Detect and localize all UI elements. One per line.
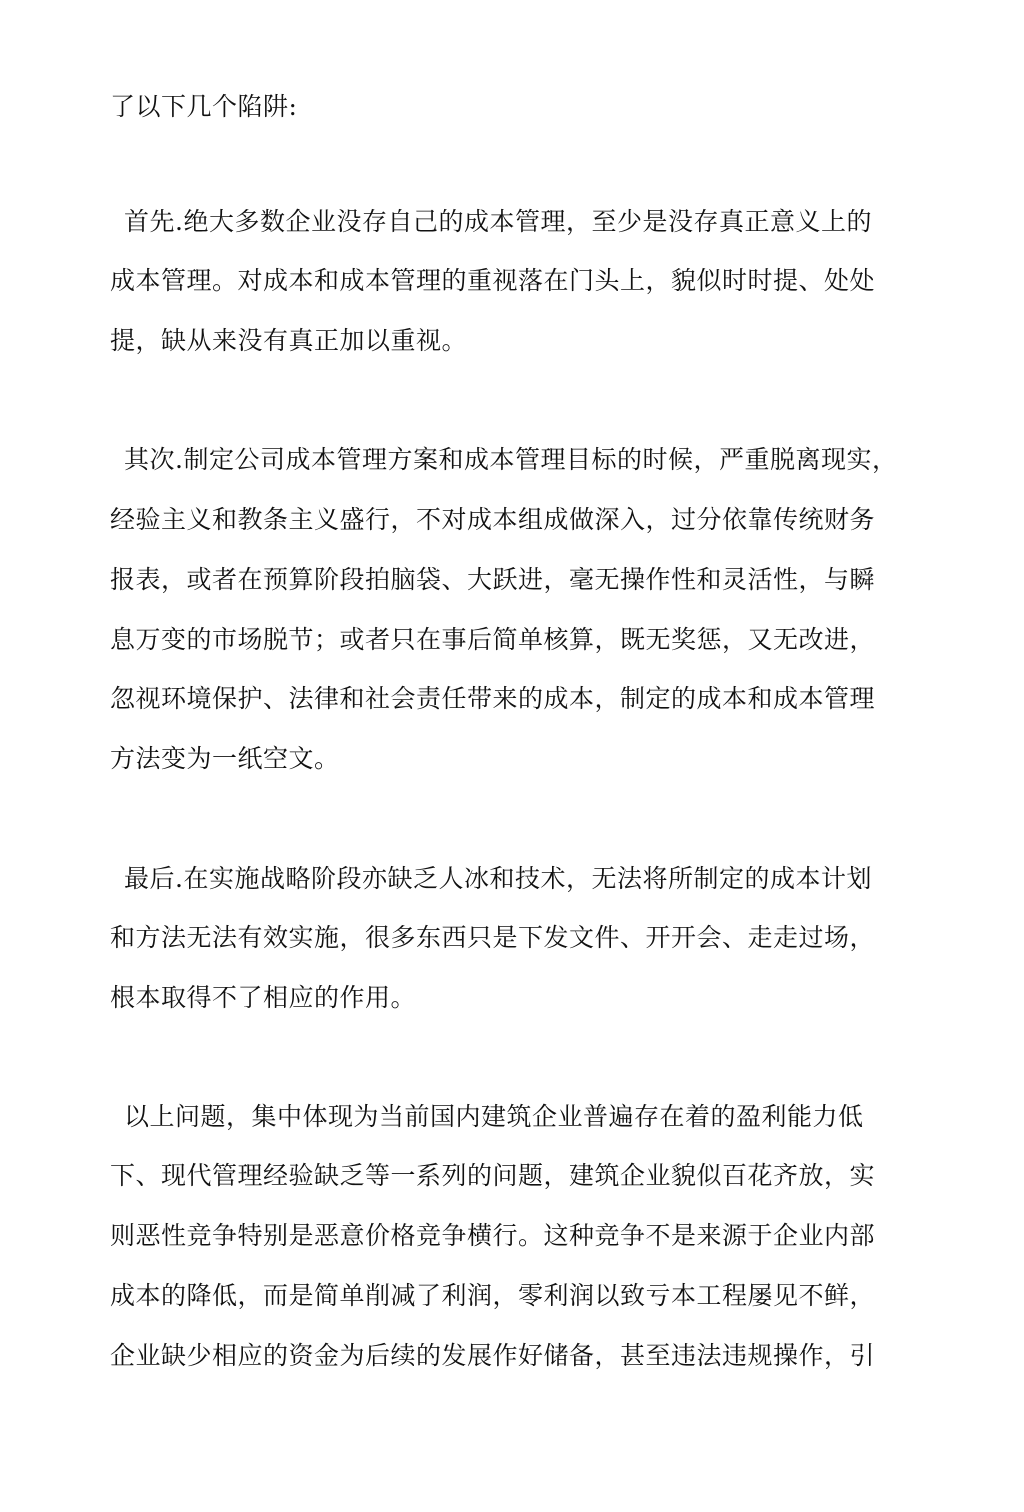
text-line: 方法变为一纸空文。 [110,744,340,773]
text-line: 下、现代管理经验缺乏等一系列的问题，建筑企业貌似百花齐放，实 [110,1161,876,1190]
text-line: 则恶性竞争特别是恶意价格竞争横行。这种竞争不是来源于企业内部 [110,1221,876,1250]
text-line: 根本取得不了相应的作用。 [110,983,417,1012]
paragraph-first-line: 首先.绝大多数企业没存自己的成本管理，至少是没存真正意义上的 [124,207,872,236]
text-line: 了以下几个陷阱: [110,92,298,121]
text-line: 企业缺少相应的资金为后续的发展作好储备，甚至违法违规操作，引 [110,1341,876,1370]
text-line: 经验主义和教条主义盛行，不对成本组成做深入，过分依靠传统财务 [110,505,876,534]
text-line: 提，缺从来没有真正加以重视。 [110,326,468,355]
text-line: 忽视环境保护、法律和社会责任带来的成本，制定的成本和成本管理 [110,684,876,713]
text-line: 和方法无法有效实施，很多东西只是下发文件、开开会、走走过场， [110,923,876,952]
text-line: 成本管理。对成本和成本管理的重视落在门头上，貌似时时提、处处 [110,266,876,295]
paragraph-first-line: 以上问题，集中体现为当前国内建筑企业普遍存在着的盈利能力低 [124,1102,864,1131]
text-line: 报表，或者在预算阶段拍脑袋、大跃进，毫无操作性和灵活性，与瞬 [110,565,876,594]
text-line: 息万变的市场脱节；或者只在事后简单核算，既无奖惩，又无改进， [110,625,876,654]
text-line: 成本的降低，而是简单削减了利润，零利润以致亏本工程屡见不鲜， [110,1281,876,1310]
paragraph-first-line: 其次.制定公司成本管理方案和成本管理目标的时候，严重脱离现实， [124,445,898,474]
paragraph-first-line: 最后.在实施战略阶段亦缺乏人冰和技术，无法将所制定的成本计划 [124,864,872,893]
